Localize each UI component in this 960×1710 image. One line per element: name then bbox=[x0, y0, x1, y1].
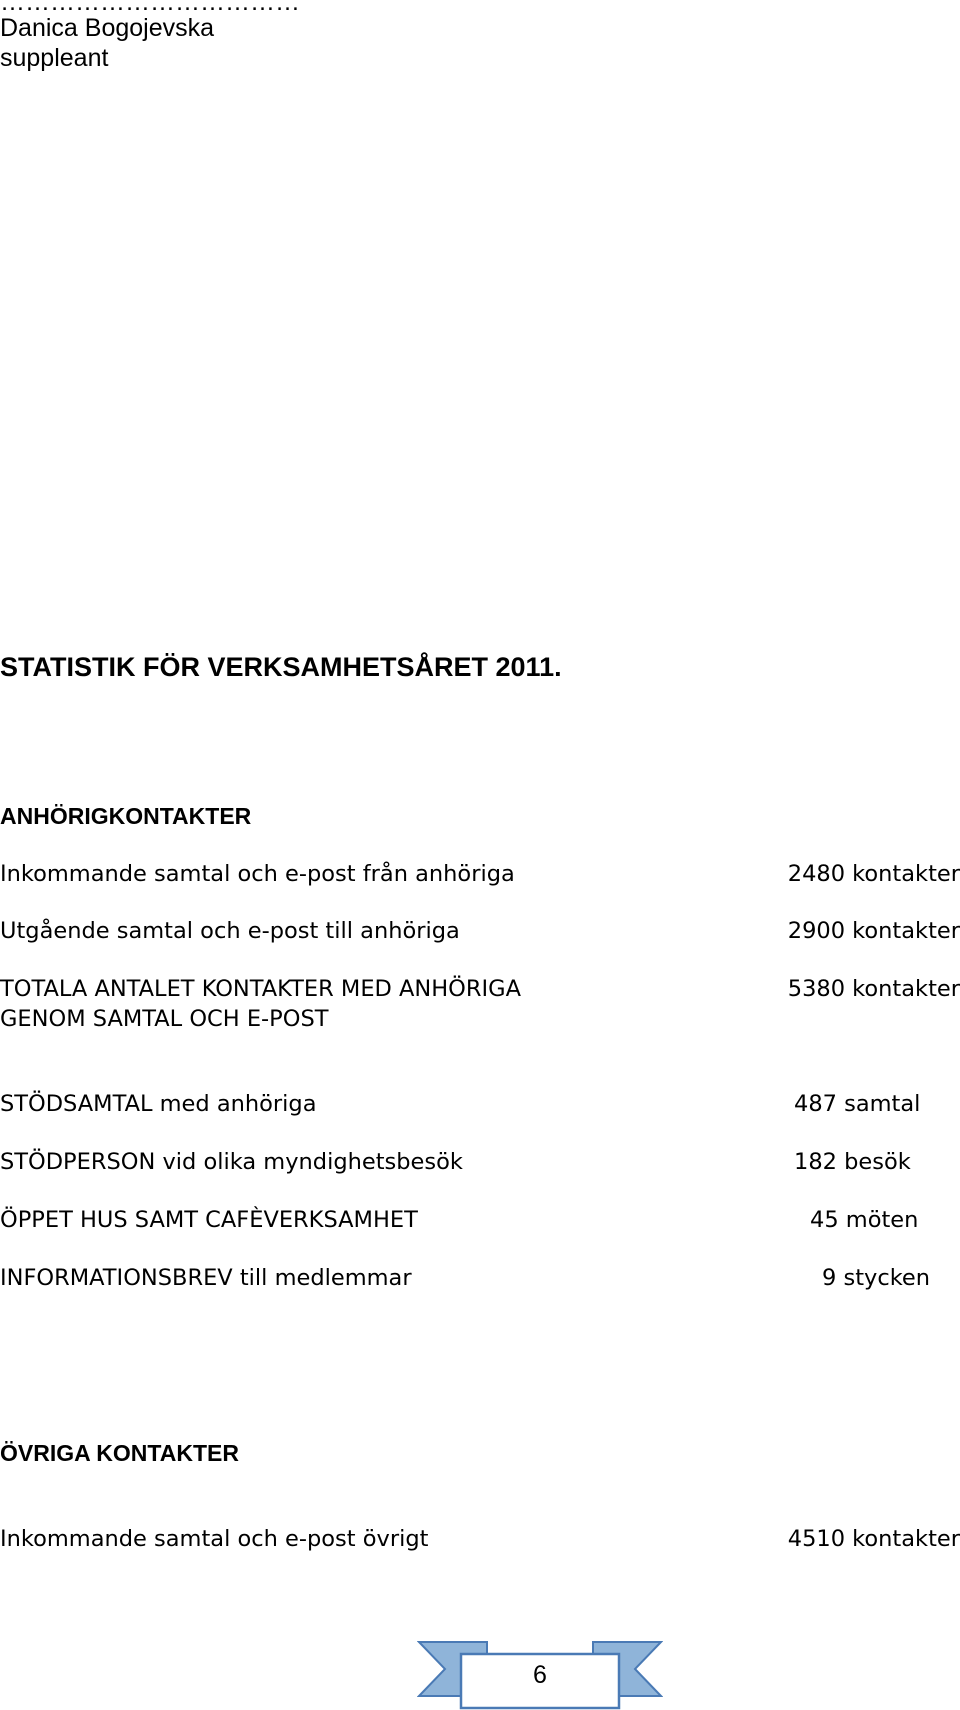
relatives-heading: ANHÖRIGKONTAKTER bbox=[0, 803, 252, 829]
other-heading: ÖVRIGA KONTAKTER bbox=[0, 1440, 239, 1466]
page-title: STATISTIK FÖR VERKSAMHETSÅRET 2011. bbox=[0, 652, 562, 682]
row-total-label-line2: GENOM SAMTAL OCH E-POST bbox=[0, 1006, 329, 1032]
row-incoming-label: Inkommande samtal och e-post från anhöriga bbox=[0, 861, 515, 887]
signature-role: suppleant bbox=[0, 44, 109, 72]
signature-dots: ……………………………… bbox=[0, 0, 300, 16]
row-outgoing-label: Utgående samtal och e-post till anhöriga bbox=[0, 918, 460, 944]
row-stodsamtal-label: STÖDSAMTAL med anhöriga bbox=[0, 1091, 317, 1117]
row-infobrev-label: INFORMATIONSBREV till medlemmar bbox=[0, 1265, 412, 1291]
row-total-value: 5380 kontakter bbox=[787, 976, 960, 1002]
row-oppet-hus-value: 45 möten bbox=[810, 1207, 919, 1233]
page-number: 6 bbox=[533, 1661, 547, 1689]
row-other-incoming-value: 4510 kontakter bbox=[787, 1526, 960, 1552]
row-infobrev-value: 9 stycken bbox=[822, 1265, 931, 1291]
row-outgoing-value: 2900 kontakter bbox=[787, 918, 960, 944]
row-other-incoming-label: Inkommande samtal och e-post övrigt bbox=[0, 1526, 429, 1552]
row-total-label-line1: TOTALA ANTALET KONTAKTER MED ANHÖRIGA bbox=[0, 976, 521, 1002]
row-stodperson-value: 182 besök bbox=[794, 1149, 911, 1175]
signature-name: Danica Bogojevska bbox=[0, 14, 215, 42]
row-oppet-hus-label: ÖPPET HUS SAMT CAFÈVERKSAMHET bbox=[0, 1207, 418, 1233]
row-incoming-value: 2480 kontakter bbox=[787, 861, 960, 887]
row-stodsamtal-value: 487 samtal bbox=[794, 1091, 921, 1117]
row-stodperson-label: STÖDPERSON vid olika myndighetsbesök bbox=[0, 1149, 463, 1175]
